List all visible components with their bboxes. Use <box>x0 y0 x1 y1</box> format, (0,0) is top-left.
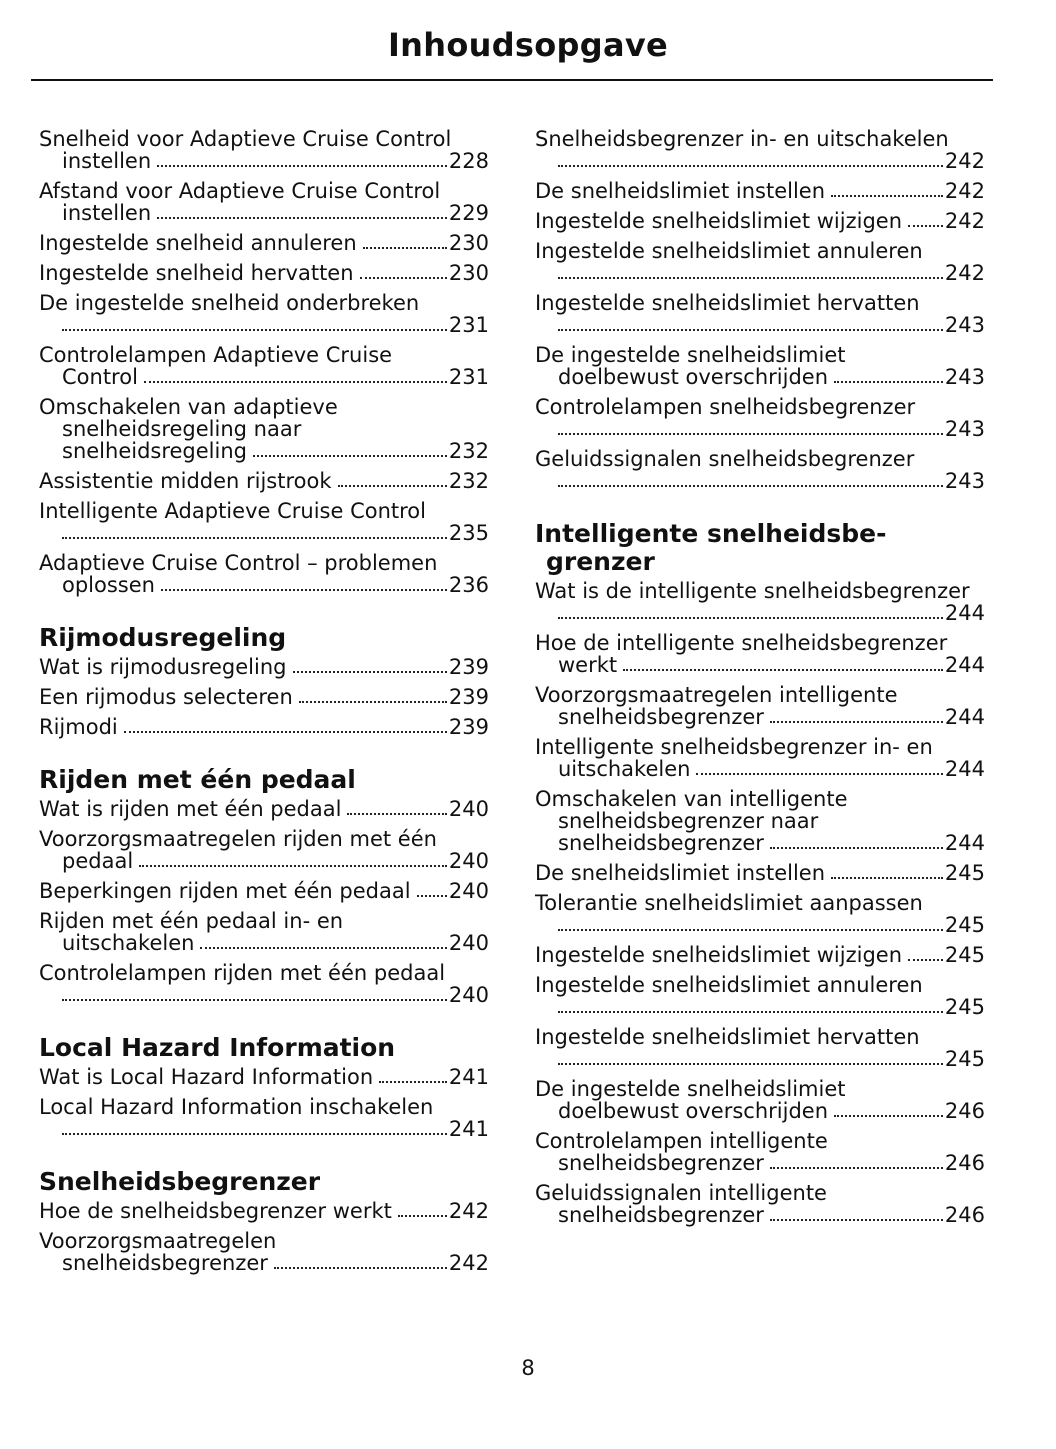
entry-page-line <box>39 716 489 738</box>
section-heading-line: Local Hazard Information <box>39 1033 396 1062</box>
dot-leader <box>770 847 943 849</box>
dot-leader <box>770 1219 943 1221</box>
entry-text-line: Snelheid voor Adaptieve Cruise Control <box>39 127 452 151</box>
page-reference[interactable]: 242 <box>944 261 985 285</box>
dot-leader <box>379 1081 447 1083</box>
entry-text-line: Geluidssignalen snelheidsbegrenzer <box>535 447 915 471</box>
entry-text-line: Hoe de snelheidsbegrenzer werkt <box>39 1199 392 1223</box>
page-reference[interactable]: 246 <box>944 1099 985 1123</box>
page-reference[interactable]: 245 <box>944 943 985 967</box>
section-heading <box>39 766 489 794</box>
entry-text-line: Een rijmodus selecteren <box>39 685 293 709</box>
entry-page-line <box>39 686 489 708</box>
toc-entry[interactable] <box>535 1026 985 1070</box>
toc-entry[interactable] <box>535 448 985 492</box>
page-reference[interactable]: 229 <box>448 201 489 225</box>
entry-page-line <box>39 202 489 224</box>
entry-text-line: De ingestelde snelheidslimiet <box>535 343 846 367</box>
toc-entry[interactable] <box>39 828 489 872</box>
toc-right-column <box>535 128 985 1234</box>
dot-leader <box>558 329 943 331</box>
toc-entry[interactable] <box>535 1130 985 1174</box>
section-heading <box>39 1034 489 1062</box>
entry-text-line: Local Hazard Information inschakelen <box>39 1095 434 1119</box>
toc-entry[interactable] <box>39 232 489 254</box>
entry-text-line: De ingestelde snelheid onderbreken <box>39 291 420 315</box>
entry-text-line: Wat is rijden met één pedaal <box>39 797 342 821</box>
entry-text-line: Tolerantie snelheidslimiet aanpassen <box>535 891 923 915</box>
entry-text-line: Ingestelde snelheidslimiet wijzigen <box>535 209 902 233</box>
entry-text-line: Wat is de intelligente snelheidsbegrenzer <box>535 579 970 603</box>
entry-text-line: snelheidsbegrenzer <box>558 705 764 729</box>
entry-text-line: uitschakelen <box>62 931 195 955</box>
dot-leader <box>770 721 943 723</box>
toc-entry[interactable] <box>39 880 489 902</box>
entry-page-line <box>535 314 985 336</box>
entry-text-line: Assistentie midden rijstrook <box>39 469 332 493</box>
dot-leader <box>62 329 447 331</box>
entry-text-line: Ingestelde snelheidslimiet annuleren <box>535 239 923 263</box>
page-reference[interactable]: 236 <box>448 573 489 597</box>
page-reference[interactable]: 245 <box>944 1047 985 1071</box>
entry-text-line: Rijmodi <box>39 715 118 739</box>
entry-text-line: Ingestelde snelheid hervatten <box>39 261 354 285</box>
entry-text-line: doelbewust overschrijden <box>558 1099 829 1123</box>
dot-leader <box>558 433 943 435</box>
page-reference[interactable]: 243 <box>944 417 985 441</box>
dot-leader <box>831 877 943 879</box>
page-reference[interactable]: 240 <box>448 983 489 1007</box>
entry-text-line: snelheidsbegrenzer <box>558 831 764 855</box>
toc-entry[interactable] <box>39 1200 489 1222</box>
dot-leader <box>558 929 943 931</box>
toc-entry[interactable] <box>39 1066 489 1088</box>
page-reference[interactable]: 244 <box>944 601 985 625</box>
entry-text-line: Wat is Local Hazard Information <box>39 1065 374 1089</box>
entry-page-line <box>535 758 985 780</box>
entry-text-line: instellen <box>62 149 152 173</box>
entry-page-line <box>535 832 985 854</box>
toc-entry[interactable] <box>535 580 985 624</box>
toc-entry[interactable] <box>535 396 985 440</box>
entry-page-line <box>535 1204 985 1226</box>
toc-entry[interactable] <box>39 910 489 954</box>
entry-page-line <box>39 150 489 172</box>
toc-entry[interactable] <box>39 798 489 820</box>
toc-left-column <box>39 128 489 1282</box>
entry-text-line: snelheidsregeling <box>62 439 247 463</box>
entry-text-line: Voorzorgsmaatregelen <box>39 1229 277 1253</box>
section-heading-line: grenzer <box>546 547 655 576</box>
toc-entry[interactable] <box>535 892 985 936</box>
dot-leader <box>274 1267 447 1269</box>
entry-text-line: Ingestelde snelheidslimiet hervatten <box>535 291 920 315</box>
entry-text-line: uitschakelen <box>558 757 691 781</box>
entry-text-line: snelheidsbegrenzer naar <box>558 809 819 833</box>
entry-text-line: snelheidsbegrenzer <box>558 1151 764 1175</box>
toc-entry[interactable] <box>535 292 985 336</box>
page-reference[interactable]: 232 <box>448 439 489 463</box>
entry-text-line: Control <box>62 365 138 389</box>
page-reference[interactable]: 230 <box>448 261 489 285</box>
dot-leader <box>558 277 943 279</box>
toc-entry[interactable] <box>535 180 985 202</box>
dot-leader <box>293 671 447 673</box>
entry-text-line: Controlelampen intelligente <box>535 1129 828 1153</box>
page-reference[interactable]: 242 <box>448 1251 489 1275</box>
page-title: Inhoudsopgave <box>387 26 669 64</box>
dot-leader <box>347 813 446 815</box>
toc-entry[interactable] <box>535 240 985 284</box>
entry-page-line <box>535 418 985 440</box>
entry-page-line <box>535 366 985 388</box>
page-reference[interactable]: 243 <box>944 313 985 337</box>
entry-page-line <box>535 996 985 1018</box>
page-reference[interactable]: 245 <box>944 861 985 885</box>
entry-page-line <box>39 1200 489 1222</box>
entry-text-line: De snelheidslimiet instellen <box>535 861 826 885</box>
section-heading-line: Intelligente snelheidsbe- <box>535 519 887 548</box>
entry-page-line <box>39 470 489 492</box>
entry-text-line: pedaal <box>62 849 134 873</box>
entry-page-line <box>39 440 489 462</box>
entry-text-line: snelheidsbegrenzer <box>558 1203 764 1227</box>
page-reference[interactable]: 239 <box>448 655 489 679</box>
entry-text-line: Voorzorgsmaatregelen intelligente <box>535 683 898 707</box>
entry-page-line <box>39 798 489 820</box>
toc-entry[interactable] <box>39 962 489 1006</box>
entry-page-line <box>535 914 985 936</box>
toc-entry[interactable] <box>39 552 489 596</box>
page-reference[interactable]: 245 <box>944 995 985 1019</box>
dot-leader <box>253 455 447 457</box>
entry-text-line: Omschakelen van adaptieve <box>39 395 338 419</box>
page-reference[interactable]: 239 <box>448 715 489 739</box>
entry-page-line <box>39 232 489 254</box>
entry-page-line <box>39 850 489 872</box>
page-reference[interactable]: 244 <box>944 705 985 729</box>
entry-text-line: Voorzorgsmaatregelen rijden met één <box>39 827 437 851</box>
toc-entry[interactable] <box>39 262 489 284</box>
toc-entry[interactable] <box>39 686 489 708</box>
dot-leader <box>62 999 447 1001</box>
entry-page-line <box>535 1100 985 1122</box>
toc-entry[interactable] <box>535 788 985 854</box>
page-reference[interactable]: 244 <box>944 757 985 781</box>
toc-entry[interactable] <box>39 500 489 544</box>
page-reference[interactable]: 232 <box>448 469 489 493</box>
dot-leader <box>157 165 447 167</box>
entry-text-line: oplossen <box>62 573 155 597</box>
entry-text-line: Hoe de intelligente snelheidsbegrenzer <box>535 631 948 655</box>
entry-text-line: instellen <box>62 201 152 225</box>
entry-text-line: snelheidsbegrenzer <box>62 1251 268 1275</box>
toc-entry[interactable] <box>535 736 985 780</box>
page-reference[interactable]: 230 <box>448 231 489 255</box>
entry-page-line <box>535 602 985 624</box>
page-reference[interactable]: 244 <box>944 653 985 677</box>
entry-page-line <box>39 574 489 596</box>
page-reference[interactable]: 246 <box>944 1151 985 1175</box>
dot-leader <box>157 217 447 219</box>
entry-text-line: werkt <box>558 653 618 677</box>
toc-entry[interactable] <box>39 1230 489 1274</box>
toc-entry[interactable] <box>535 210 985 232</box>
entry-text-line: Beperkingen rijden met één pedaal <box>39 879 411 903</box>
page-reference[interactable]: 241 <box>448 1065 489 1089</box>
entry-page-line <box>535 262 985 284</box>
entry-page-line <box>39 984 489 1006</box>
dot-leader <box>770 1167 943 1169</box>
page-reference[interactable]: 231 <box>448 365 489 389</box>
entry-text-line: Geluidssignalen intelligente <box>535 1181 827 1205</box>
dot-leader <box>417 895 447 897</box>
entry-page-line <box>39 1118 489 1140</box>
page-reference[interactable]: 240 <box>448 797 489 821</box>
entry-text-line: Ingestelde snelheidslimiet annuleren <box>535 973 923 997</box>
entry-page-line <box>39 1066 489 1088</box>
section-heading-line: Rijmodusregeling <box>39 623 287 652</box>
title-divider <box>31 79 993 81</box>
entry-text-line: De snelheidslimiet instellen <box>535 179 826 203</box>
entry-page-line <box>535 654 985 676</box>
entry-text-line: De ingestelde snelheidslimiet <box>535 1077 846 1101</box>
toc-entry[interactable] <box>39 128 489 172</box>
entry-page-line <box>535 180 985 202</box>
entry-page-line <box>535 706 985 728</box>
entry-text-line: Ingestelde snelheid annuleren <box>39 231 357 255</box>
toc-entry[interactable] <box>535 1182 985 1226</box>
dot-leader <box>558 1011 943 1013</box>
entry-page-line <box>535 1152 985 1174</box>
dot-leader <box>139 865 447 867</box>
entry-text-line: snelheidsregeling naar <box>62 417 302 441</box>
page-reference[interactable]: 246 <box>944 1203 985 1227</box>
toc-entry[interactable] <box>39 470 489 492</box>
toc-entry[interactable] <box>535 944 985 966</box>
page-reference[interactable]: 228 <box>448 149 489 173</box>
dot-leader <box>299 701 447 703</box>
toc-entry[interactable] <box>535 344 985 388</box>
toc-entry[interactable] <box>39 716 489 738</box>
dot-leader <box>200 947 446 949</box>
page-number: 8 <box>521 1356 535 1380</box>
dot-leader <box>834 1115 943 1117</box>
entry-page-line <box>535 1048 985 1070</box>
dot-leader <box>623 669 943 671</box>
page-reference[interactable]: 240 <box>448 931 489 955</box>
entry-page-line <box>39 656 489 678</box>
dot-leader <box>161 589 447 591</box>
page-reference[interactable]: 242 <box>944 149 985 173</box>
toc-entry[interactable] <box>535 684 985 728</box>
dot-leader <box>338 485 447 487</box>
page-reference[interactable]: 240 <box>448 879 489 903</box>
page-reference[interactable]: 241 <box>448 1117 489 1141</box>
entry-page-line <box>39 314 489 336</box>
entry-text-line: Afstand voor Adaptieve Cruise Control <box>39 179 441 203</box>
section-heading-line: Snelheidsbegrenzer <box>39 1167 321 1196</box>
dot-leader <box>908 959 943 961</box>
toc-entry[interactable] <box>535 632 985 676</box>
toc-entry[interactable] <box>535 1078 985 1122</box>
page-reference[interactable]: 245 <box>944 913 985 937</box>
page-reference[interactable]: 242 <box>448 1199 489 1223</box>
page-reference[interactable]: 243 <box>944 469 985 493</box>
dot-leader <box>908 225 943 227</box>
entry-page-line <box>39 262 489 284</box>
entry-page-line <box>535 470 985 492</box>
dot-leader <box>398 1215 447 1217</box>
entry-page-line <box>535 210 985 232</box>
page-reference[interactable]: 231 <box>448 313 489 337</box>
section-heading <box>39 624 489 652</box>
toc-entry[interactable] <box>39 344 489 388</box>
entry-page-line <box>39 522 489 544</box>
page-reference[interactable]: 235 <box>448 521 489 545</box>
entry-text-line: Intelligente Adaptieve Cruise Control <box>39 499 426 523</box>
entry-text-line: Ingestelde snelheidslimiet hervatten <box>535 1025 920 1049</box>
entry-page-line <box>535 150 985 172</box>
toc-entry[interactable] <box>39 1096 489 1140</box>
dot-leader <box>144 381 447 383</box>
dot-leader <box>558 485 943 487</box>
dot-leader <box>558 165 943 167</box>
dot-leader <box>558 1063 943 1065</box>
entry-text-line: Intelligente snelheidsbegrenzer in- en <box>535 735 933 759</box>
page-reference[interactable]: 242 <box>944 179 985 203</box>
toc-entry[interactable] <box>535 862 985 884</box>
entry-text-line: Controlelampen rijden met één pedaal <box>39 961 446 985</box>
entry-text-line: Controlelampen Adaptieve Cruise <box>39 343 393 367</box>
page-reference[interactable]: 243 <box>944 365 985 389</box>
toc-entry[interactable] <box>39 180 489 224</box>
dot-leader <box>831 195 943 197</box>
toc-entry[interactable] <box>39 396 489 462</box>
dot-leader <box>558 617 943 619</box>
toc-entry[interactable] <box>39 292 489 336</box>
entry-text-line: Ingestelde snelheidslimiet wijzigen <box>535 943 902 967</box>
entry-text-line: Rijden met één pedaal in- en <box>39 909 344 933</box>
toc-entry[interactable] <box>535 128 985 172</box>
dot-leader <box>696 773 942 775</box>
page-reference[interactable]: 244 <box>944 831 985 855</box>
section-heading <box>535 520 985 576</box>
entry-text-line: Omschakelen van intelligente <box>535 787 848 811</box>
dot-leader <box>834 381 943 383</box>
dot-leader <box>124 731 447 733</box>
dot-leader <box>62 537 447 539</box>
entry-text-line: doelbewust overschrijden <box>558 365 829 389</box>
page-reference[interactable]: 240 <box>448 849 489 873</box>
entry-page-line <box>39 1252 489 1274</box>
entry-page-line <box>39 932 489 954</box>
section-heading <box>39 1168 489 1196</box>
dot-leader <box>363 247 447 249</box>
entry-text-line: Wat is rijmodusregeling <box>39 655 287 679</box>
toc-entry[interactable] <box>39 656 489 678</box>
entry-page-line <box>39 880 489 902</box>
toc-entry[interactable] <box>535 974 985 1018</box>
page-reference[interactable]: 242 <box>944 209 985 233</box>
entry-page-line <box>39 366 489 388</box>
entry-text-line: Snelheidsbegrenzer in- en uitschakelen <box>535 127 949 151</box>
section-heading-line: Rijden met één pedaal <box>39 765 356 794</box>
entry-page-line <box>535 944 985 966</box>
entry-text-line: Adaptieve Cruise Control – problemen <box>39 551 438 575</box>
dot-leader <box>360 277 447 279</box>
page-reference[interactable]: 239 <box>448 685 489 709</box>
entry-text-line: Controlelampen snelheidsbegrenzer <box>535 395 916 419</box>
dot-leader <box>62 1133 447 1135</box>
entry-page-line <box>535 862 985 884</box>
